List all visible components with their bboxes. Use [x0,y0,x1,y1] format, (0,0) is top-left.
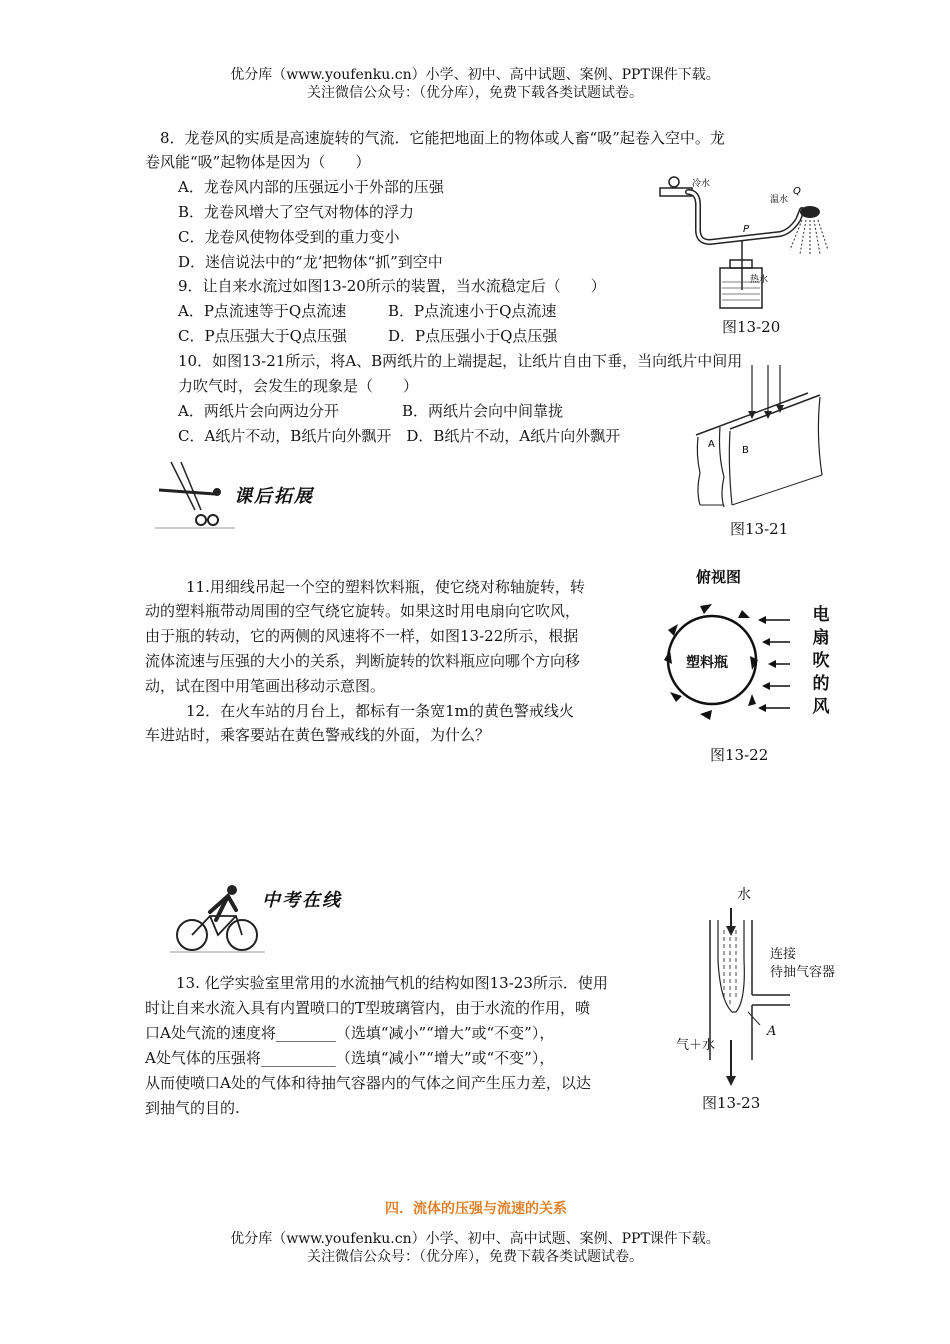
q10-option-a: A．两纸片会向两边分开 [178,402,339,420]
nozzle-a-label: A [767,1024,777,1039]
q10-options-c-d: C．A纸片不动，B纸片向外飘开 D．B纸片不动，A纸片向外飘开 [178,427,621,445]
q9-option-d: D．P点压强小于Q点压强 [388,327,558,345]
q8-line-2: 卷风能“吸”起物体是因为（ ） [145,153,371,171]
paper-b-label: B [742,445,749,456]
footer-line-2: 关注微信公众号：（优分库），免费下载各类试题试卷。 [307,1249,643,1265]
header-line-2: 关注微信公众号：（优分库），免费下载各类试题试卷。 [307,85,643,101]
q9-option-c: C．P点压强大于Q点压强 [178,327,347,345]
fan-wind-char-1: 电 [812,605,830,625]
connect-label-line-2: 待抽气容器 [770,965,836,980]
q13-line-2: 时让自来水流入具有内置喷口的T型玻璃管内，由于水流的作用，喷 [145,999,591,1017]
q9-option-b: B．P点流速小于Q点流速 [388,302,557,320]
fig-13-22-caption: 图13-22 [710,746,769,764]
q11-line-4: 流体流速与压强的大小的关系，判断旋转的饮料瓶应向哪个方向移 [145,652,581,670]
fan-wind-char-2: 扇 [812,628,830,648]
hot-water-label: 热水 [750,275,769,285]
cold-water-label: 冷水 [692,179,711,189]
q8-line-1: 8．龙卷风的实质是高速旋转的气流．它能把地面上的物体或人畜“吸”起卷入空中。龙 [160,129,725,147]
cyclist-icon [170,880,265,955]
fig-13-21-caption: 图13-21 [730,520,789,538]
q9-line-1: 9．让自来水流过如图13-20所示的装置，当水流稳定后（ ） [178,277,606,295]
banner-after-class: 课后拓展 [234,486,314,507]
q10-option-b: B．两纸片会向中间靠拢 [402,402,564,420]
top-view-title: 俯视图 [696,568,742,586]
q11-line-2: 动的塑料瓶带动周围的空气绕它旋转。如果这时用电扇向它吹风， [145,602,581,620]
water-label: 水 [737,887,751,903]
point-q-label: Q [793,186,801,197]
banner-exam-online: 中考在线 [262,890,342,911]
page-header [0,66,950,102]
q8-option-c: C．龙卷风使物体受到的重力变小 [178,228,400,246]
figure-13-22 [650,590,810,740]
fan-wind-char-5: 风 [812,697,830,717]
footer-line-1: 优分库（www.youfenku.cn）小学、初中、高中试题、案例、PPT课件下载。 [230,1231,720,1247]
q8-option-b: B．龙卷风增大了空气对物体的浮力 [178,203,415,221]
fan-wind-char-3: 吹 [812,651,830,671]
figure-13-20 [650,170,830,315]
q11-line-1: 11.用细线吊起一个空的塑料饮料瓶，使它绕对称轴旋转，转 [186,578,585,596]
q8-option-a: A．龙卷风内部的压强远小于外部的压强 [178,178,444,196]
q13-line-1: 13. 化学实验室里常用的水流抽气机的结构如图13-23所示．使用 [176,974,608,992]
q9-option-a: A．P点流速等于Q点流速 [178,302,347,320]
q13-line-4: A处气体的压强将__________（选填“减小”“增大”或“不变”）， [145,1049,555,1067]
gas-water-label: 气＋水 [676,1038,716,1053]
fig-13-20-caption: 图13-20 [722,318,781,336]
bottle-label: 塑料瓶 [686,655,728,671]
q13-line-5: 从而使喷口A处的气体和待抽气容器内的气体之间产生压力差，以达 [145,1074,591,1092]
connect-label-line-1: 连接 [770,947,797,962]
q11-line-5: 动，试在图中用笔画出移动示意图。 [145,677,386,695]
q13-line-3: 口A处气流的速度将________（选填“减小”“增大”或“不变”）， [145,1024,555,1042]
paper-a-label: A [708,439,715,450]
q12-line-1: 12．在火车站的月台上，都标有一条宽1m的黄色警戒线火 [186,702,574,720]
q10-line-2: 力吹气时，会发生的现象是（ ） [178,377,419,395]
fig-13-23-caption: 图13-23 [702,1094,761,1112]
header-line-1: 优分库（www.youfenku.cn）小学、初中、高中试题、案例、PPT课件下载。 [230,67,720,83]
fan-wind-char-4: 的 [812,674,830,694]
figure-13-23 [690,900,790,1090]
gymnast-icon [155,460,235,530]
point-p-label: P [743,224,750,235]
q10-line-1: 10．如图13-21所示，将A、B两纸片的上端提起，让纸片自由下垂，当向纸片中间用 [178,352,743,370]
figure-13-21 [690,355,830,515]
section-title: 四．流体的压强与流速的关系 [385,1201,567,1217]
q11-line-3: 由于瓶的转动，它的两侧的风速将不一样，如图13-22所示，根据 [145,627,579,645]
warm-water-label: 温水 [770,195,789,205]
fan-wind-label [811,604,831,719]
q8-option-d: D．迷信说法中的“龙’把物体“抓”到空中 [178,253,443,271]
page-footer [0,1230,950,1266]
q13-line-6: 到抽气的目的. [145,1099,240,1117]
connect-label [770,946,835,982]
q12-line-2: 车进站时，乘客要站在黄色警戒线的外面，为什么？ [145,726,491,744]
